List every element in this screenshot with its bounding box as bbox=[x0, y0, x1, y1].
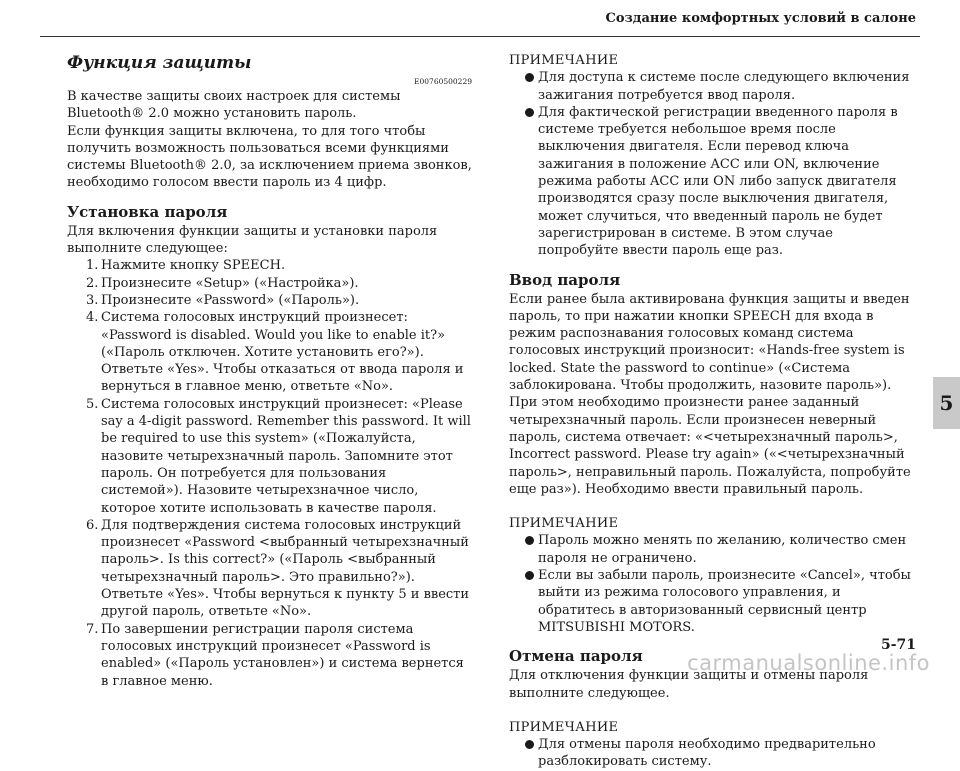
step-item bbox=[67, 396, 472, 517]
section-title: Функция защиты bbox=[67, 53, 252, 73]
note-text: Для доступа к системе после следующего включения зажигания потребуется ввод пароля. bbox=[538, 70, 910, 103]
step-text: Система голосовых инструкций произнесет: «Password is disabled. Would you like to enable it?» («Пароль отключен. Хотите установить его?»). Ответьте «Yes». Чтобы отказаться от ввода пароля и вернуться в главное меню, ответьте «No». bbox=[101, 310, 464, 395]
enter-password-text: Если ранее была активирована функция защиты и введен пароль, то при нажатии кнопки SPEECH для входа в режим распознавания голосовых команд система голосовых инструкций произносит: «Hands-free system is locked. State the password to continue» («Система заблокирована. Чтобы продолжить, назовите пароль»). При этом необходимо произнести ранее заданный четырехзначный пароль. Если произнесен неверный пароль, система отвечает: «<четырехзначный пароль>, Incorrect password. Please try again» («<четырехзначный пароль>, неправильный пароль. Пожалуйста, попробуйте еще раз»). Необходимо ввести правильный пароль. bbox=[509, 291, 911, 497]
watermark: carmanualsonline.info bbox=[687, 651, 930, 675]
bullet-icon bbox=[525, 73, 534, 82]
step-text: Произнесите «Setup» («Настройка»). bbox=[101, 275, 359, 291]
cancel-password-text: Для отключения функции защиты и отмены пароля выполните следующее. bbox=[509, 668, 869, 701]
step-item bbox=[67, 621, 472, 690]
set-password-intro: Для включения функции защиты и установки пароля выполните следующее: bbox=[67, 223, 438, 257]
step-number: 2. bbox=[86, 275, 99, 291]
step-text: Произнесите «Password» («Пароль»). bbox=[101, 292, 360, 308]
running-header: Создание комфортных условий в салоне bbox=[605, 11, 916, 26]
set-password-heading: Установка пароля bbox=[67, 202, 228, 221]
note-label: ПРИМЕЧАНИЕ bbox=[509, 516, 619, 532]
cancel-password-heading: Отмена пароля bbox=[509, 647, 643, 666]
left-column bbox=[67, 52, 472, 690]
note-text: Если вы забыли пароль, произнесите «Cancel», чтобы выйти из режима голосового управления, и обратитесь в авторизованный сервисный центр MITSUBISHI MOTORS. bbox=[538, 568, 911, 635]
note-text: Для отмены пароля необходимо предварительно разблокировать систему. bbox=[538, 737, 876, 770]
note-item bbox=[509, 69, 914, 104]
intro-paragraph-2: Если функция защиты включена, то для того чтобы получить возможность пользоваться всеми функциями системы Bluetooth® 2.0, за исключением приема звонков, необходимо голосом ввести пароль из 4 цифр. bbox=[67, 123, 472, 191]
note-list bbox=[509, 69, 914, 259]
note-item bbox=[509, 104, 914, 260]
bullet-icon bbox=[525, 571, 534, 580]
document-code: E00760500229 bbox=[414, 77, 472, 86]
bullet-icon bbox=[525, 108, 534, 117]
note-item bbox=[509, 567, 914, 636]
step-number: 3. bbox=[86, 292, 99, 308]
step-number: 5. bbox=[86, 396, 99, 412]
page-number: 5-71 bbox=[880, 637, 916, 653]
step-item bbox=[67, 275, 472, 292]
step-item bbox=[67, 257, 472, 274]
bullet-icon bbox=[525, 740, 534, 749]
bullet-icon bbox=[525, 536, 534, 545]
enter-password-heading: Ввод пароля bbox=[509, 270, 621, 289]
step-item bbox=[67, 517, 472, 621]
step-item bbox=[67, 292, 472, 309]
step-number: 6. bbox=[86, 517, 99, 533]
note-item bbox=[509, 736, 914, 771]
step-item bbox=[67, 309, 472, 395]
note-list bbox=[509, 532, 914, 636]
note-list bbox=[509, 736, 914, 771]
note-label: ПРИМЕЧАНИЕ bbox=[509, 719, 619, 735]
step-text: По завершении регистрации пароля система голосовых инструкций произнесет «Password is enabled» («Пароль установлен») и система вернется в главное меню. bbox=[101, 621, 464, 689]
step-text: Нажмите кнопку SPEECH. bbox=[101, 258, 286, 274]
note-item bbox=[509, 532, 914, 567]
chapter-tab: 5 bbox=[933, 377, 960, 429]
step-text: Система голосовых инструкций произнесет: «Please say a 4-digit password. Remember this password. It will be required to use this system» («Пожалуйста, назовите четырехзначный пароль. Запомните этот пароль. Он потребуется для пользования системой»). Назовите четырехзначное число, которое хотите использовать в качестве пароля. bbox=[101, 396, 471, 516]
steps-list bbox=[67, 257, 472, 689]
note-label: ПРИМЕЧАНИЕ bbox=[509, 53, 619, 68]
intro-paragraph-1: В качестве защиты своих настроек для системы Bluetooth® 2.0 можно установить пароль. bbox=[67, 89, 401, 122]
note-text: Для фактической регистрации введенного пароля в системе требуется небольшое время после выключения двигателя. Если перевод ключа зажигания в положение ACC или ON, включение режима работы ACC или ON либо запуск двигателя производятся сразу после выключения двигателя, может случиться, что введенный пароль не будет зарегистрирован в системе. В этом случае попробуйте ввести пароль еще раз. bbox=[538, 104, 898, 259]
note-text: Пароль можно менять по желанию, количество смен пароля не ограничено. bbox=[538, 533, 907, 566]
step-number: 1. bbox=[86, 258, 99, 274]
step-text: Для подтверждения система голосовых инструкций произнесет «Password <выбранный четырехзначный пароль>. Is this correct?» («Пароль <выбранный четырехзначный пароль>. Это правильно?»). Ответьте «Yes». Чтобы вернуться к пункту 5 и ввести другой пароль, ответьте «No». bbox=[101, 517, 470, 620]
step-number: 4. bbox=[86, 310, 99, 326]
header-rule bbox=[40, 36, 920, 37]
step-number: 7. bbox=[86, 621, 99, 637]
